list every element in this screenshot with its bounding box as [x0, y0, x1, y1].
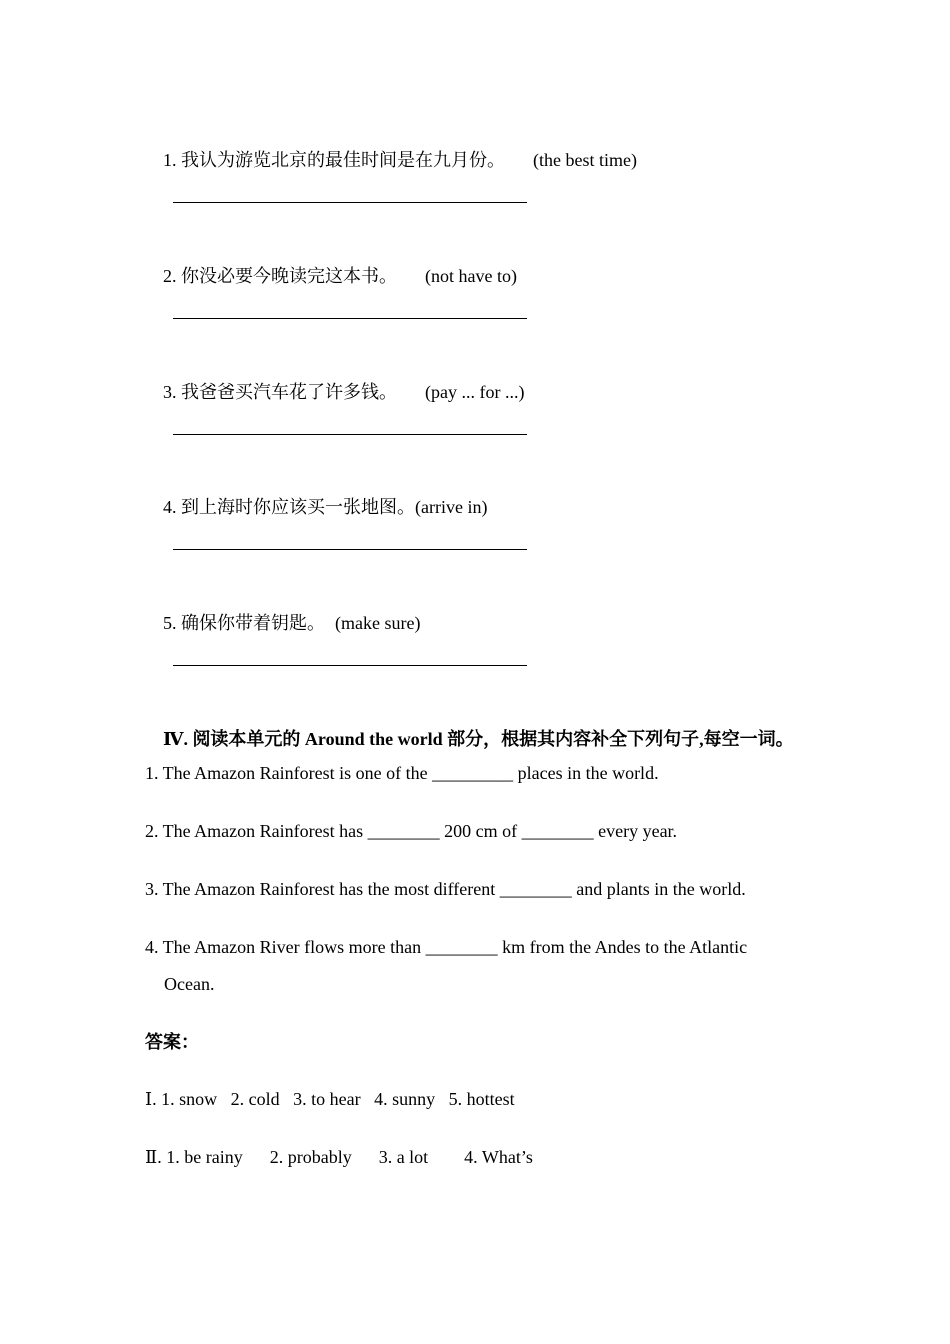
translation-item-5 — [145, 587, 420, 659]
answers-line-2: Ⅱ. 1. be rainy 2. probably 3. a lot 4. What’s — [145, 1147, 533, 1167]
translation-text: 1. 我认为游览北京的最佳时间是在九月份。 — [163, 150, 505, 170]
translation-text: 2. 你没必要今晚读完这本书。 — [163, 266, 397, 286]
translation-text: 4. 到上海时你应该买一张地图。 — [163, 497, 415, 517]
translation-hint: (arrive in) — [415, 497, 488, 517]
answers-line-1: Ⅰ. 1. snow 2. cold 3. to hear 4. sunny 5. hottest — [145, 1089, 515, 1109]
translation-hint: (not have to) — [425, 266, 517, 286]
answer-blank-line — [173, 549, 527, 550]
answer-blank-line — [173, 434, 527, 435]
translation-item-2 — [145, 240, 517, 312]
translation-item-4 — [145, 471, 487, 543]
reading-item-3: 3. The Amazon Rainforest has the most different ________ and plants in the world. — [145, 879, 746, 899]
answer-blank-line — [173, 202, 527, 203]
answers-label: 答案： — [145, 1032, 199, 1052]
answer-blank-line — [173, 318, 527, 319]
translation-text: 3. 我爸爸买汽车花了许多钱。 — [163, 382, 397, 402]
reading-item-4-continuation: Ocean. — [164, 974, 215, 994]
translation-hint: (the best time) — [533, 150, 637, 170]
translation-hint: (pay ... for ...) — [425, 382, 525, 402]
answer-blank-line — [173, 665, 527, 666]
reading-item-1: 1. The Amazon Rainforest is one of the _________ places in the world. — [145, 763, 659, 783]
section-roman-numeral: Ⅳ — [163, 729, 184, 749]
translation-text: 5. 确保你带着钥匙。 — [163, 613, 325, 633]
translation-item-1 — [145, 124, 637, 196]
translation-hint: (make sure) — [335, 613, 421, 633]
reading-item-2: 2. The Amazon Rainforest has ________ 200 cm of ________ every year. — [145, 821, 678, 841]
translation-item-3 — [145, 356, 524, 428]
section-heading-text: . 阅读本单元的 Around the world 部分，根据其内容补全下列句子,每空一词。 — [183, 729, 794, 749]
reading-item-4: 4. The Amazon River flows more than ________ km from the Andes to the Atlantic — [145, 937, 748, 957]
